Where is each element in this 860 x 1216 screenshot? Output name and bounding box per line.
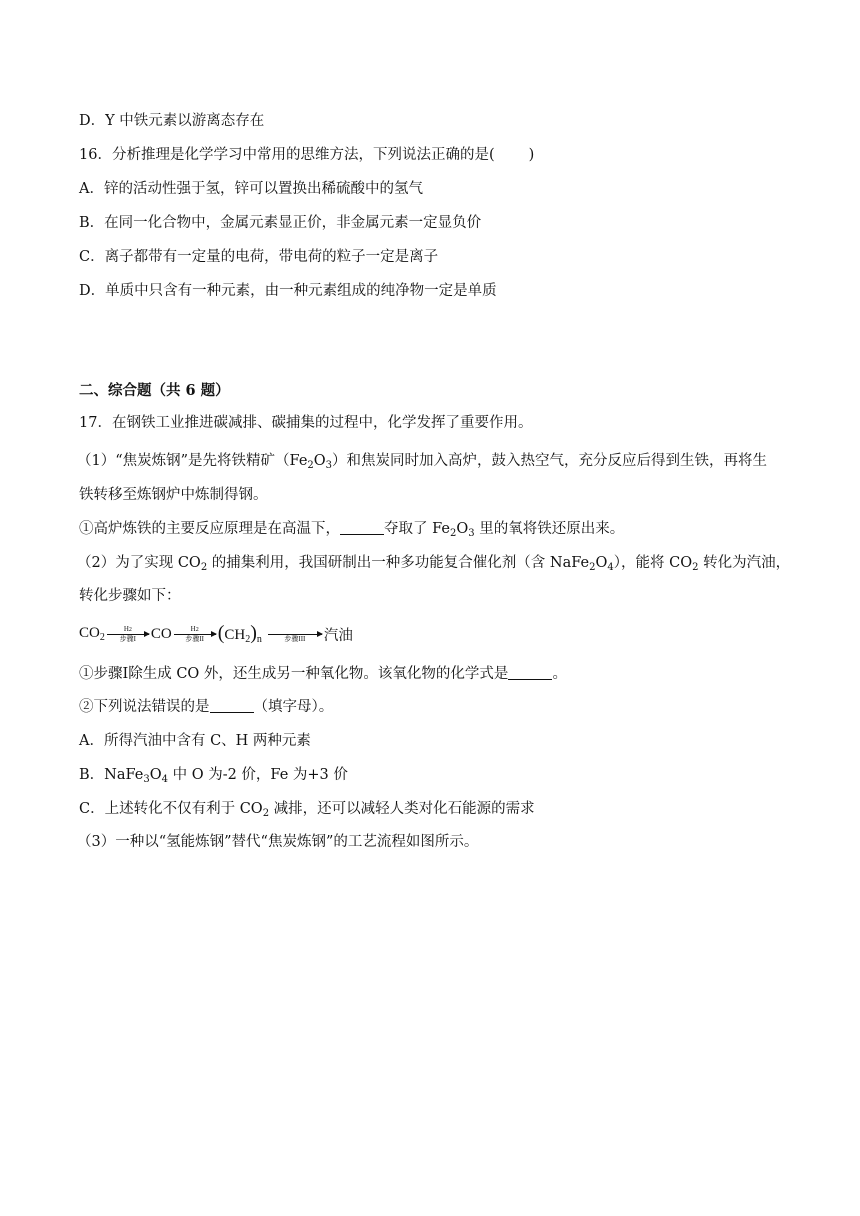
text: ②下列说法错误的是 <box>79 699 210 715</box>
q17-part2-line1 <box>77 553 790 578</box>
q16-stem-close: ) <box>528 147 535 163</box>
paren: ) <box>250 622 257 644</box>
subscript: 2 <box>99 632 105 643</box>
q16-stem <box>79 145 534 165</box>
subscript: 4 <box>161 774 168 785</box>
text: H <box>123 625 129 633</box>
co2-formula <box>79 625 105 643</box>
text: 夺取了 Fe <box>384 521 450 537</box>
subscript: 3 <box>325 460 333 471</box>
subscript: 2 <box>200 562 208 573</box>
text: 减排，还可以减轻人类对化石能源的需求 <box>269 801 535 817</box>
text: （2）为了实现 CO <box>77 555 201 571</box>
q17-part1-line2: 铁转移至炼钢炉中炼制得钢。 <box>79 487 268 503</box>
arrow-step-3 <box>268 626 322 643</box>
text: O <box>149 767 162 783</box>
text: ）和焦炭同时加入高炉，鼓入热空气，充分反应后得到生铁，再将生 <box>332 453 768 469</box>
subscript: 2 <box>589 562 596 573</box>
q16-option-b: B．在同一化合物中，金属元素显正价，非金属元素一定显负价 <box>79 215 482 231</box>
text: B．NaFe <box>79 767 144 783</box>
text: 转化为汽油， <box>698 555 791 571</box>
reaction-scheme <box>79 622 353 646</box>
subscript: 3 <box>468 528 475 539</box>
q17-part1-line1 <box>77 451 767 476</box>
arrow-step-2 <box>174 625 216 643</box>
q16-stem-text: 16．分析推理是化学学习中常用的思维方法，下列说法正确的是( <box>79 147 495 163</box>
text: CO <box>79 625 100 641</box>
q17-part2-line2: 转化步骤如下： <box>79 588 181 604</box>
q17-option-c <box>79 799 535 824</box>
q16-option-a: A．锌的活动性强于氢，锌可以置换出稀硫酸中的氢气 <box>79 181 423 197</box>
text: 的捕集利用，我国研制出一种多功能复合催化剂（含 NaFe <box>207 555 590 571</box>
text: ），能将 CO <box>613 555 693 571</box>
text: 里的氧将铁还原出来。 <box>474 521 625 537</box>
q16-option-c: C．离子都带有一定量的电荷，带电荷的粒子一定是离子 <box>79 249 439 265</box>
text: ①步骤Ⅰ除生成 CO 外，还生成另一种氧化物。该氧化物的化学式是 <box>79 666 509 682</box>
answer-blank <box>340 520 384 535</box>
q17-part3: （3）一种以“氢能炼钢”替代“焦炭炼钢”的工艺流程如图所示。 <box>77 834 479 850</box>
text: （填字母）。 <box>253 699 334 715</box>
q15-option-d: D．Y 中铁元素以游离态存在 <box>79 113 265 129</box>
text: O <box>313 453 326 469</box>
arrow-line <box>107 634 149 635</box>
q17-part1-q1 <box>79 519 624 544</box>
q17-option-a: A．所得汽油中含有 C、H 两种元素 <box>79 733 311 749</box>
q16-option-d: D．单质中只含有一种元素，由一种元素组成的纯净物一定是单质 <box>79 283 497 299</box>
text: H <box>190 625 196 633</box>
subscript: 2 <box>307 460 314 471</box>
text: O <box>595 555 608 571</box>
arrow-reagent <box>294 626 296 634</box>
text: ①高炉炼铁的主要反应原理是在高温下， <box>79 521 340 537</box>
text: （1）“焦炭炼钢”是先将铁精矿（Fe <box>77 453 308 469</box>
q17-part2-q2 <box>79 697 333 717</box>
arrow-step-label: 步骤II <box>185 635 205 643</box>
subscript: 2 <box>449 528 457 539</box>
arrow-step-1 <box>107 625 149 643</box>
subscript: n <box>256 634 262 645</box>
text: CH <box>224 627 246 643</box>
co-formula: CO <box>150 625 172 642</box>
subscript: 2 <box>195 627 199 633</box>
arrow-line <box>174 634 216 635</box>
ch2n-formula <box>218 623 262 645</box>
text: 。 <box>552 666 567 682</box>
arrow-step-label: 步骤III <box>284 634 306 643</box>
product-label: 汽油 <box>323 627 353 644</box>
subscript: 2 <box>245 634 251 645</box>
text: C．上述转化不仅有利于 CO <box>79 801 263 817</box>
arrow-reagent <box>124 625 132 634</box>
subscript: 2 <box>262 808 270 819</box>
text: O <box>456 521 469 537</box>
subscript: 2 <box>692 562 699 573</box>
arrow-step-label: 步骤I <box>119 635 137 643</box>
arrow-reagent <box>191 625 199 634</box>
arrow-line <box>268 634 322 635</box>
subscript: 2 <box>128 627 132 633</box>
text: 中 O 为-2 价，Fe 为+3 价 <box>167 767 348 783</box>
answer-blank <box>508 665 552 680</box>
answer-blank <box>210 698 254 713</box>
subscript: 3 <box>143 774 150 785</box>
section-title: 二、综合题（共 6 题） <box>79 382 230 399</box>
paren: ( <box>217 622 225 644</box>
q17-part2-q1 <box>79 664 567 684</box>
q17-option-b <box>79 765 348 790</box>
subscript: 4 <box>607 562 614 573</box>
q17-stem: 17．在钢铁工业推进碳减排、碳捕集的过程中，化学发挥了重要作用。 <box>79 415 533 431</box>
